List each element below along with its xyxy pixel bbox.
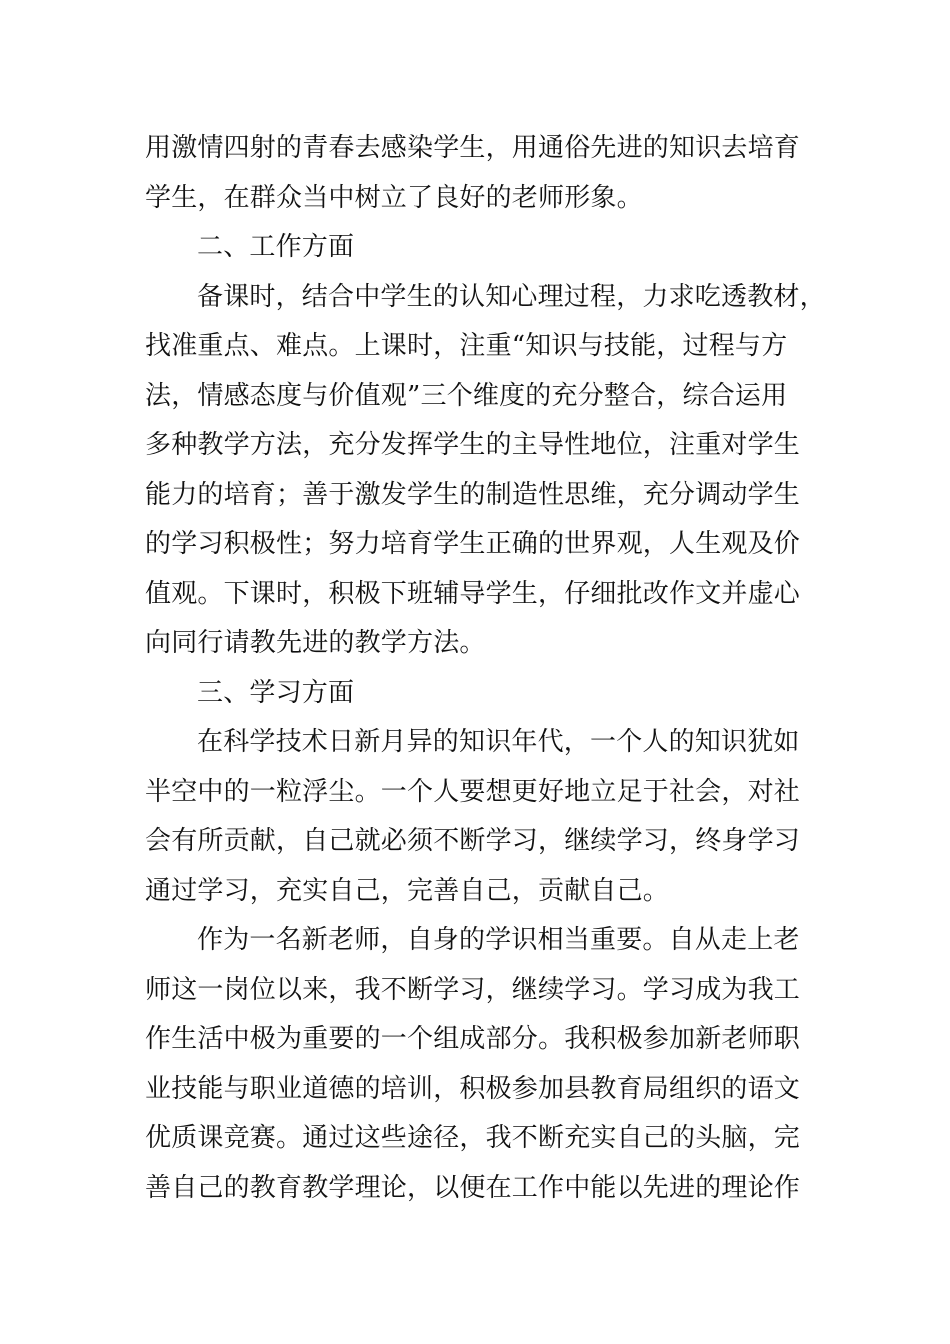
- text-line: 在科学技术日新月异的知识年代，一个人的知识犹如: [197, 727, 800, 757]
- text-line: 通过学习，充实自己，完善自己，贡献自己。: [145, 875, 670, 906]
- section-heading-study: 三、学习方面: [197, 677, 355, 708]
- text-line: 优质课竞赛。通过这些途径，我不断充实自己的头脑，完: [145, 1123, 801, 1153]
- text-line: 学生，在群众当中树立了良好的老师形象。: [145, 182, 643, 213]
- text-line: 会有所贡献，自己就必须不断学习，继续学习，终身学习: [145, 826, 801, 856]
- text-line: 作为一名新老师，自身的学识相当重要。自从走上老: [197, 925, 800, 955]
- text-line: 多种教学方法，充分发挥学生的主导性地位，注重对学生: [145, 430, 801, 460]
- text-line: 法，情感态度与价值观”三个维度的充分整合，综合运用: [145, 380, 788, 411]
- text-line: 善自己的教育教学理论，以便在工作中能以先进的理论作: [145, 1172, 801, 1203]
- text-line: 值观。下课时，积极下班辅导学生，仔细批改作文并虚心: [145, 578, 801, 609]
- section-heading-work: 二、工作方面: [197, 232, 355, 262]
- document-body: [145, 124, 826, 1213]
- text-line: 业技能与职业道德的培训，积极参加县教育局组织的语文: [145, 1073, 801, 1104]
- text-line: 用激情四射的青春去感染学生，用通俗先进的知识去培育: [145, 133, 801, 163]
- text-line: 师这一岗位以来，我不断学习，继续学习。学习成为我工: [145, 974, 801, 1005]
- text-line: 能力的培育；善于激发学生的制造性思维，充分调动学生: [145, 479, 801, 510]
- text-line: 向同行请教先进的教学方法。: [145, 628, 486, 658]
- text-line: 的学习积极性；努力培育学生正确的世界观，人生观及价: [145, 529, 801, 559]
- text-line: 找准重点、难点。上课时，注重“知识与技能，过程与方: [145, 331, 788, 361]
- text-line: 备课时，结合中学生的认知心理过程，力求吃透教材，: [197, 281, 826, 312]
- text-line: 作生活中极为重要的一个组成部分。我积极参加新老师职: [145, 1024, 801, 1054]
- text-line: 半空中的一粒浮尘。一个人要想更好地立足于社会，对社: [145, 776, 801, 807]
